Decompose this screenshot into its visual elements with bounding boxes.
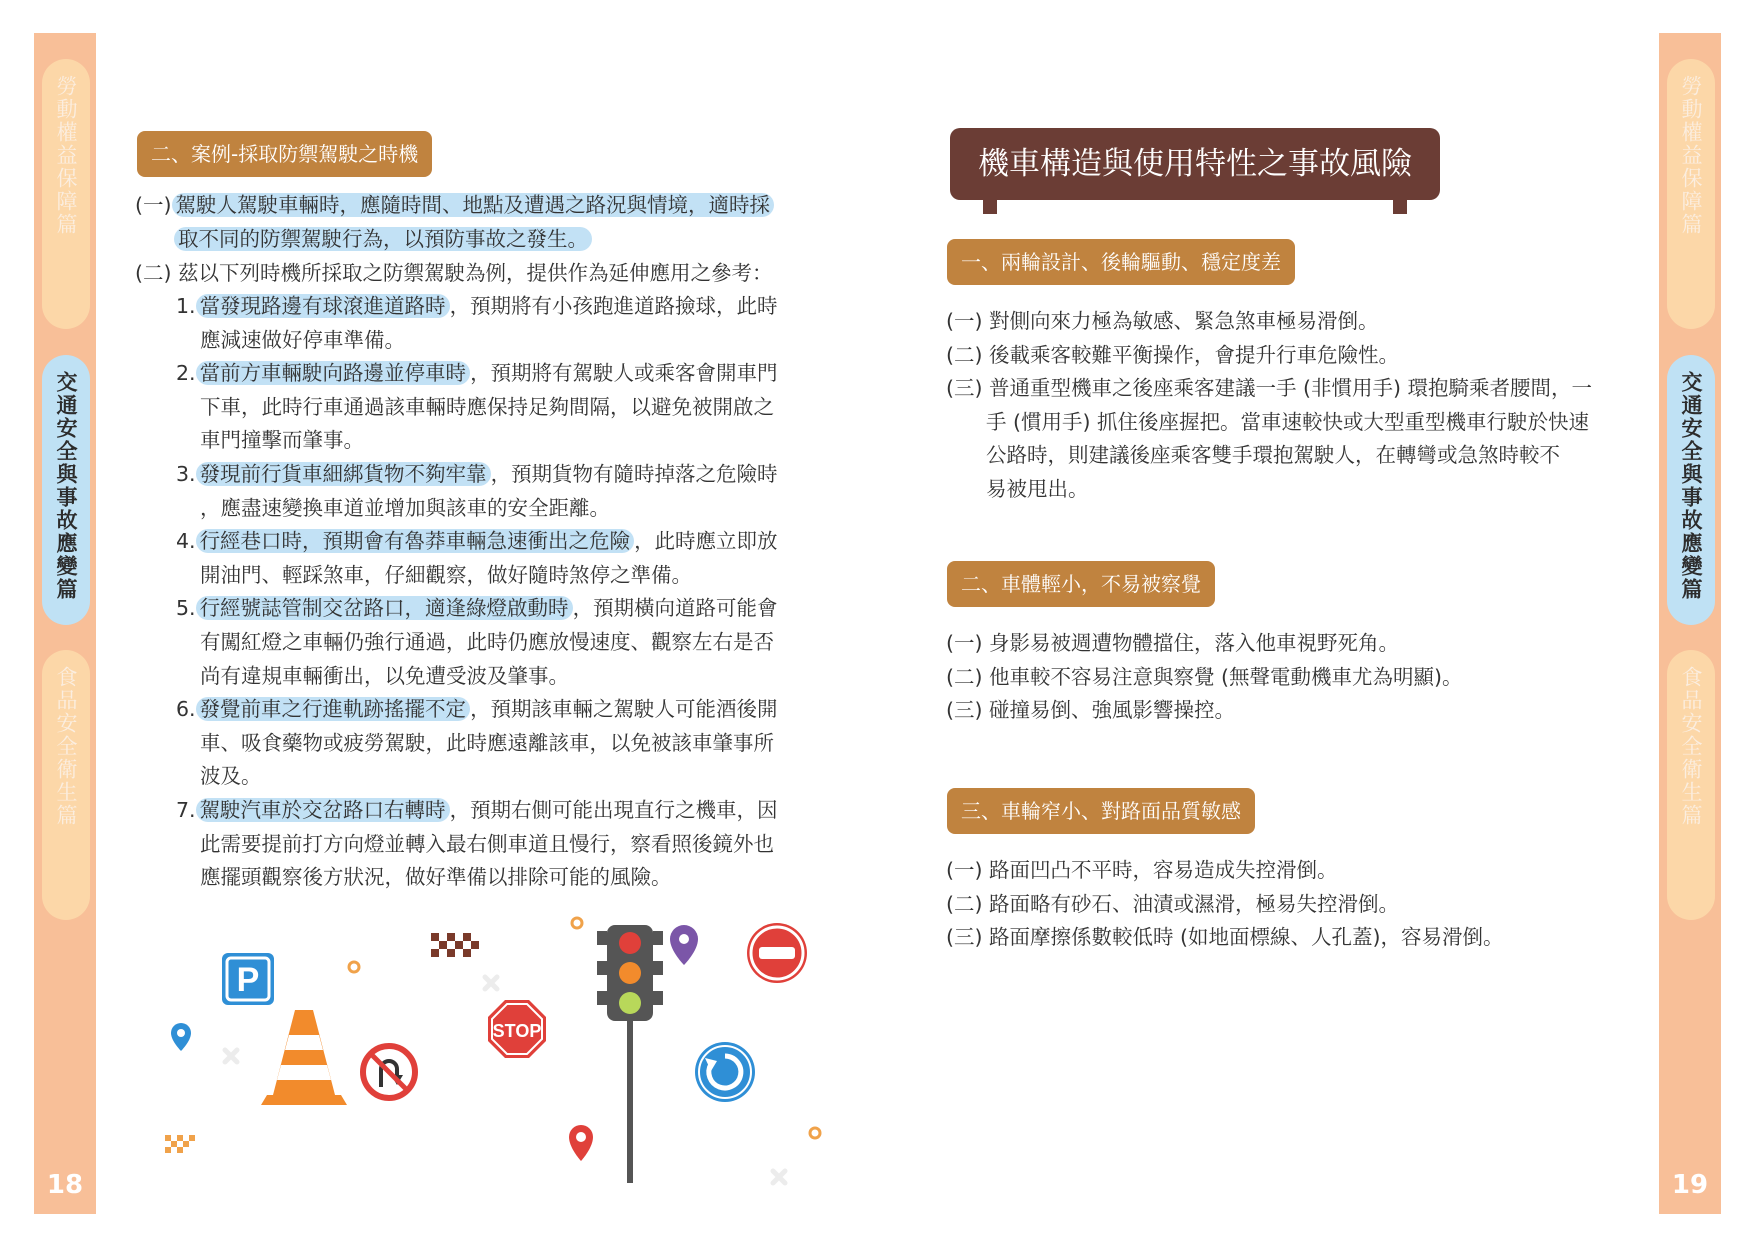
list-item-continuation: 易被甩出。 [986, 477, 1089, 501]
paragraph-1-line-2 [174, 223, 592, 257]
section-label: 二、車體輕小，不易被察覺 [947, 561, 1215, 607]
decor-circle-icon [349, 962, 359, 972]
list-item [176, 592, 778, 626]
left-side-strip [34, 33, 96, 1214]
list-item [176, 357, 778, 391]
highlight-text: 當發現路邊有球滾進道路時 [196, 294, 450, 318]
right-side-strip [1659, 33, 1721, 1214]
section-label: 三、車輪窄小、對路面品質敏感 [947, 788, 1255, 834]
list-item [176, 458, 778, 492]
highlight-text: 發現前行貨車細綁貨物不夠牢靠 [196, 462, 491, 486]
list-item-text: ，預期右側可能出現直行之機車，因 [449, 798, 778, 822]
no-u-turn-sign-icon [363, 1046, 415, 1098]
paragraph-1-line-1 [135, 189, 774, 223]
list-item-text: ，預期將有駕駛人或乘客會開車門 [470, 361, 778, 386]
paragraph-text: 茲以下列時機所採取之防禦駕駛為例，提供作為延伸應用之參考： [178, 261, 773, 285]
list-item-continuation: 公路時，則建議後座乘客雙手環抱駕駛人，在轉彎或急煞時較不 [986, 443, 1560, 468]
highlight-text: 取不同的防禦駕駛行為，以預防事故之發生。 [174, 227, 592, 251]
list-item-number: 2. [176, 361, 196, 386]
map-pin-blue-icon [171, 1023, 191, 1051]
stop-sign-icon [488, 1000, 546, 1058]
list-item-number: 7. [176, 798, 196, 822]
list-item [176, 290, 778, 324]
list-item-text: ，預期該車輛之駕駛人可能酒後開 [470, 697, 778, 722]
list-item-continuation: 開油門、輕踩煞車，仔細觀察，做好隨時煞停之準備。 [200, 562, 692, 587]
tab-labor-rights[interactable] [42, 59, 90, 329]
page-number-left: 18 [46, 1170, 84, 1200]
page-title: 機車構造與使用特性之事故風險 [950, 128, 1440, 200]
list-item: (三) 碰撞易倒、強風影響操控。 [946, 698, 1236, 723]
list-item-continuation: 手 (慣用手) 抓住後座握把。當車速較快或大型重型機車行駛於快速 [986, 409, 1590, 434]
list-item: (一) 對側向來力極為敏感、緊急煞車極易滑倒。 [946, 309, 1379, 333]
map-pin-red-icon [569, 1125, 593, 1161]
list-item [176, 693, 778, 727]
list-item: (二) 後載乘客較難平衡操作，會提升行車危險性。 [946, 342, 1400, 367]
traffic-illustration [145, 915, 825, 1205]
checkered-flag-icon [431, 933, 479, 957]
list-item-continuation: 波及。 [200, 764, 262, 789]
banner-leg [1393, 194, 1407, 214]
parking-sign-icon [222, 953, 274, 1005]
tab-label: 食品安全衛生篇 [1679, 666, 1703, 827]
list-item: (一) 身影易被週遭物體擋住，落入他車視野死角。 [946, 631, 1400, 655]
highlight-text: 駕駛汽車於交岔路口右轉時 [196, 798, 450, 822]
list-item [176, 794, 778, 828]
decor-circle-icon [572, 918, 582, 928]
list-item-number: 5. [176, 596, 196, 621]
list-item-number: 6. [176, 697, 196, 722]
section-label: 一、兩輪設計、後輪驅動、穩定度差 [947, 239, 1295, 285]
list-item-continuation: 車門撞擊而肇事。 [200, 428, 364, 453]
list-item-continuation: 下車，此時行車通過該車輛時應保持足夠間隔，以避免被開啟之 [200, 394, 774, 419]
svg-text:STOP: STOP [492, 1021, 542, 1041]
tab-labor-rights[interactable] [1667, 59, 1715, 329]
page-number-right: 19 [1671, 1170, 1709, 1200]
section-label-case: 二、案例-採取防禦駕駛之時機 [137, 131, 432, 177]
checkered-flag-small-icon [165, 1135, 195, 1153]
list-item: (一) 路面凹凸不平時，容易造成失控滑倒。 [946, 858, 1338, 882]
tab-label: 交通安全與事故應變篇 [54, 371, 78, 601]
paragraph-2 [135, 257, 773, 291]
list-item: (二) 路面略有砂石、油漬或濕滑，極易失控滑倒。 [946, 891, 1400, 916]
banner-leg [983, 194, 997, 214]
tab-label: 勞動權益保障篇 [1679, 75, 1703, 236]
list-item: (三) 路面摩擦係數較低時 (如地面標線、人孔蓋)，容易滑倒。 [946, 925, 1504, 950]
list-item-continuation: 有闖紅燈之車輛仍強行通過，此時仍應放慢速度、觀察左右是否 [200, 630, 774, 654]
list-item-text: ，此時應立即放 [634, 529, 778, 554]
list-item-continuation: 尚有違規車輛衝出，以免遭受波及肇事。 [200, 663, 569, 688]
map-pin-purple-icon [670, 925, 698, 965]
list-item [176, 525, 778, 559]
traffic-cone-icon [261, 1010, 347, 1105]
tab-traffic-safety[interactable] [42, 355, 90, 625]
list-item-number: 4. [176, 529, 196, 554]
list-item-number: 1. [176, 294, 196, 318]
svg-text:P: P [236, 961, 260, 999]
tab-food-safety[interactable] [1667, 650, 1715, 920]
highlight-text: 行經號誌管制交岔路口，適逢綠燈啟動時 [196, 596, 573, 620]
tab-traffic-safety[interactable] [1667, 355, 1715, 625]
highlight-text: 當前方車輛駛向路邊並停車時 [196, 361, 471, 385]
tab-food-safety[interactable] [42, 650, 90, 920]
list-item-continuation: 應擺頭觀察後方狀況，做好準備以排除可能的風險。 [200, 865, 672, 890]
list-item-continuation: ，應盡速變換車道並增加與該車的安全距離。 [200, 495, 610, 520]
list-item-continuation: 車、吸食藥物或疲勞駕駛，此時應遠離該車，以免被該車肇事所 [200, 730, 774, 755]
list-marker: (二) [135, 261, 172, 285]
decor-circle-icon [810, 1128, 820, 1138]
list-marker: (一) [135, 193, 172, 217]
traffic-light-icon [597, 925, 663, 1183]
highlight-text: 行經巷口時，預期會有魯莽車輛急速衝出之危險 [196, 529, 635, 553]
highlight-text: 駕駛人駕駛車輛時，應隨時間、地點及遭遇之路況與情境，適時採 [172, 193, 775, 217]
list-item-text: ，預期橫向道路可能會 [572, 596, 778, 621]
no-entry-sign-icon [747, 923, 807, 983]
main-title-banner [950, 128, 1440, 214]
roundabout-sign-icon [695, 1042, 755, 1102]
list-item: (三) 普通重型機車之後座乘客建議一手 (非慣用手) 環抱騎乘者腰間，一 [946, 376, 1593, 401]
list-item-number: 3. [176, 462, 196, 486]
list-item-text: ，預期將有小孩跑進道路撿球，此時 [449, 294, 778, 318]
list-item-continuation: 此需要提前打方向燈並轉入最右側車道且慢行，察看照後鏡外也 [200, 831, 774, 856]
tab-label: 食品安全衛生篇 [54, 666, 78, 827]
list-item-text: ，預期貨物有隨時掉落之危險時 [490, 462, 778, 486]
highlight-text: 發覺前車之行進軌跡搖擺不定 [196, 697, 471, 721]
tab-label: 交通安全與事故應變篇 [1679, 371, 1703, 601]
list-item-continuation: 應減速做好停車準備。 [200, 327, 405, 352]
tab-label: 勞動權益保障篇 [54, 75, 78, 236]
list-item: (二) 他車較不容易注意與察覺 (無聲電動機車尤為明顯)。 [946, 664, 1463, 689]
